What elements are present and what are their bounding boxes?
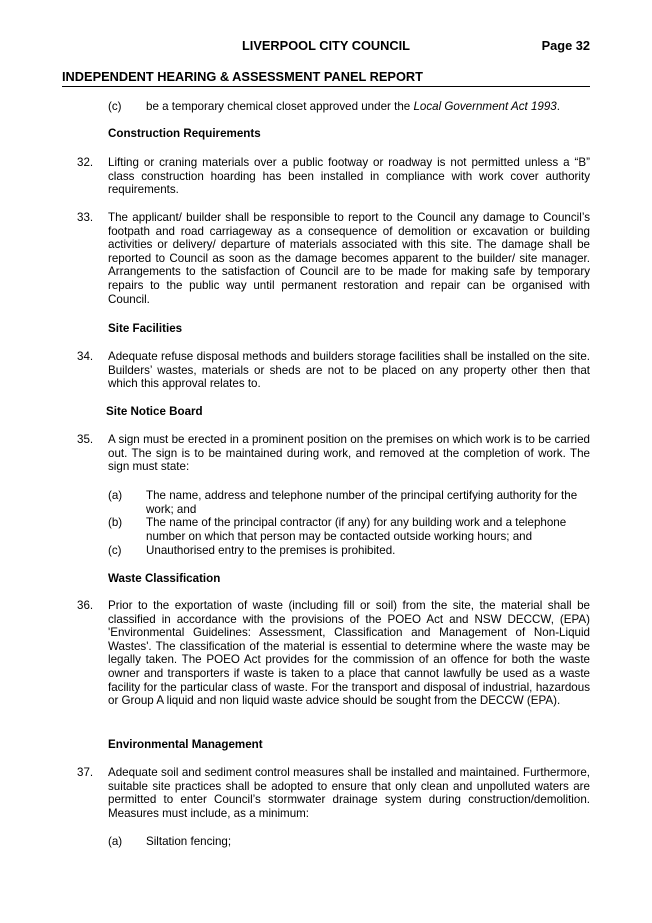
condition-number: 32. — [77, 156, 94, 169]
sub-item-letter: (a) — [108, 489, 123, 502]
condition-text: The applicant/ builder shall be responsible to report to the Council any damage to Council’s footpath and road carriageway as a consequence of demolition or excavation or building activities or delivery/ departure of materials associated with this site. The damage shall be reported to Council as soon as the damage becomes apparent to the builder/ site manager. Arrangements to the satisfaction of Council are to be made for making safe by temporary repairs to the public way until permanent restoration and repair can be organised with Council. — [108, 211, 590, 306]
council-name: LIVERPOOL CITY COUNCIL — [241, 38, 411, 53]
section-heading-construction: Construction Requirements — [108, 127, 261, 140]
section-heading-environmental: Environmental Management — [108, 738, 263, 751]
condition-text: Lifting or craning materials over a public footway or roadway is not permitted unless a “B” class construction hoarding has been installed in compliance with work cover authority requirements. — [108, 156, 590, 197]
sub-item-text: The name, address and telephone number of the principal certifying authority for the work; and — [146, 489, 578, 516]
sub-item-text: Unauthorised entry to the premises is prohibited. — [146, 544, 396, 557]
sub-item-text: Siltation fencing; — [146, 835, 232, 848]
condition-text: A sign must be erected in a prominent position on the premises on which work is to be carried out. The sign is to be maintained during work, and removed at the completion of work. The sign must state: — [108, 433, 590, 474]
act-name: Local Government Act 1993 — [413, 100, 557, 113]
sub-item-text: The name of the principal contractor (if any) for any building work and a telephone number on which that person may be contacted outside working hours; and — [146, 516, 567, 543]
page-number: Page 32 — [541, 38, 590, 53]
sub-item-letter: (c) — [108, 544, 122, 557]
condition-number: 33. — [77, 211, 94, 224]
sub-item-text: be a temporary chemical closet approved under the Local Government Act 1993. — [146, 100, 560, 113]
report-title: INDEPENDENT HEARING & ASSESSMENT PANEL REPORT — [62, 69, 423, 84]
section-heading-site-facilities: Site Facilities — [108, 322, 183, 335]
section-heading-site-notice: Site Notice Board — [106, 405, 203, 418]
sub-item-letter: (a) — [108, 835, 123, 848]
condition-text: Adequate refuse disposal methods and builders storage facilities shall be installed on the site. Builders’ wastes, materials or sheds are not to be placed on any property other then that which this approval relates to. — [108, 350, 590, 391]
sub-item-letter: (b) — [108, 516, 123, 529]
condition-text: Adequate soil and sediment control measures shall be installed and maintained. Furthermore, suitable site practices shall be adopted to ensure that only clean and unpolluted waters are permitted to enter Council’s stormwater drainage system during construction/demolition. Measures must include, as a minimum: — [108, 766, 590, 820]
condition-number: 35. — [77, 433, 94, 446]
condition-number: 37. — [77, 766, 94, 779]
condition-number: 36. — [77, 599, 94, 612]
sub-item-letter: (c) — [108, 100, 122, 113]
section-heading-waste: Waste Classification — [108, 572, 221, 585]
condition-number: 34. — [77, 350, 94, 363]
condition-text: Prior to the exportation of waste (including fill or soil) from the site, the material shall be classified in accordance with the provisions of the POEO Act and NSW DECCW, (EPA) 'Environmental Guidelines: Assessment, Classification and Management of Non-Liquid Wastes'. The classification of the material is essential to determine where the waste may be legally taken. The POEO Act provides for the commission of an offence for both the waste owner and transporters if waste is taken to a place that cannot lawfully be used as a waste facility for the particular class of waste. For the transport and disposal of industrial, hazardous or Group A liquid and non liquid waste advice should be sought from the DECCW (EPA). — [108, 599, 590, 708]
header-divider — [62, 86, 590, 87]
